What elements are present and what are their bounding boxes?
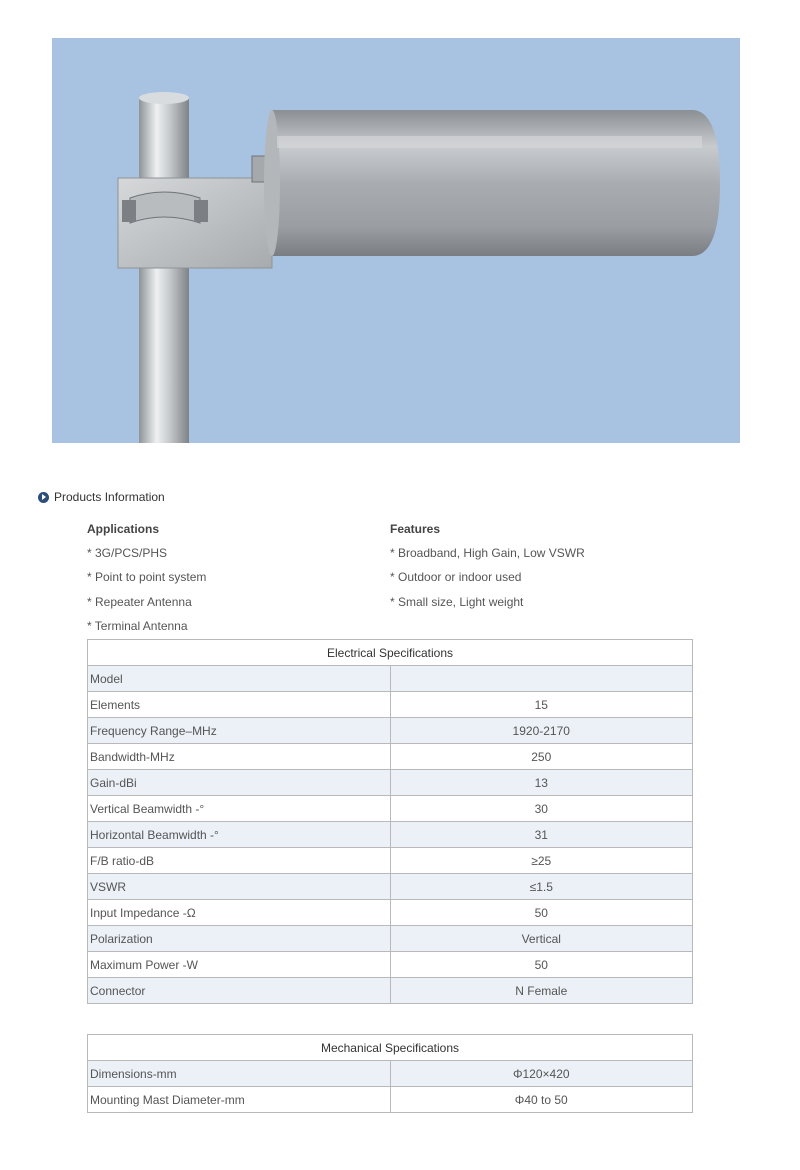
spec-value: 250 [390,744,693,770]
spec-value: 30 [390,796,693,822]
table-row [88,770,693,796]
list-item: * Point to point system [87,570,207,585]
table-row [88,900,693,926]
spec-value [390,666,693,692]
mechanical-spec-title: Mechanical Specifications [88,1035,693,1061]
applications-title: Applications [87,522,160,536]
spec-label: F/B ratio-dB [88,848,391,874]
table-row [88,1061,693,1087]
table-row [88,666,693,692]
section-title: Products Information [54,490,165,504]
table-row [88,692,693,718]
spec-label: Polarization [88,926,391,952]
list-item: * Outdoor or indoor used [390,570,522,585]
spec-value: 1920-2170 [390,718,693,744]
applications-list [87,521,206,642]
spec-label: Input Impedance -Ω [88,900,391,926]
spec-label: Connector [88,978,391,1004]
mechanical-spec-table [87,1034,693,1113]
features-list [390,521,585,618]
spec-value: ≤1.5 [390,874,693,900]
electrical-spec-table [87,639,693,1004]
spec-label: Mounting Mast Diameter-mm [88,1087,391,1113]
spec-label: Bandwidth-MHz [88,744,391,770]
spec-label: Maximum Power -W [88,952,391,978]
spec-label: VSWR [88,874,391,900]
antenna-illustration [52,38,740,443]
circle-arrow-right-icon [38,492,49,503]
spec-value: N Female [390,978,693,1004]
spec-value: 31 [390,822,693,848]
spec-value: Φ40 to 50 [390,1087,693,1113]
list-item: * 3G/PCS/PHS [87,546,168,560]
table-row [88,926,693,952]
table-row [88,848,693,874]
spec-label: Gain-dBi [88,770,391,796]
table-row [88,822,693,848]
list-item: * Terminal Antenna [87,618,188,633]
list-item: * Broadband, High Gain, Low VSWR [390,546,585,560]
table-row [88,718,693,744]
electrical-spec-title: Electrical Specifications [88,640,693,666]
spec-label: Horizontal Beamwidth -° [88,822,391,848]
list-item: * Small size, Light weight [390,594,524,609]
spec-label: Model [88,666,391,692]
table-row [88,796,693,822]
spec-value: 50 [390,952,693,978]
section-header [38,489,165,505]
spec-value: 13 [390,770,693,796]
spec-value: 15 [390,692,693,718]
list-item: * Repeater Antenna [87,594,192,609]
spec-value: Φ120×420 [390,1061,693,1087]
spec-label: Elements [88,692,391,718]
spec-value: 50 [390,900,693,926]
table-row [88,978,693,1004]
spec-label: Frequency Range–MHz [88,718,391,744]
table-row [88,1087,693,1113]
table-row [88,874,693,900]
spec-value: Vertical [390,926,693,952]
spec-value: ≥25 [390,848,693,874]
antenna-product-photo [52,38,740,443]
table-row [88,744,693,770]
table-row [88,952,693,978]
features-title: Features [390,522,441,536]
spec-label: Dimensions-mm [88,1061,391,1087]
spec-label: Vertical Beamwidth -° [88,796,391,822]
